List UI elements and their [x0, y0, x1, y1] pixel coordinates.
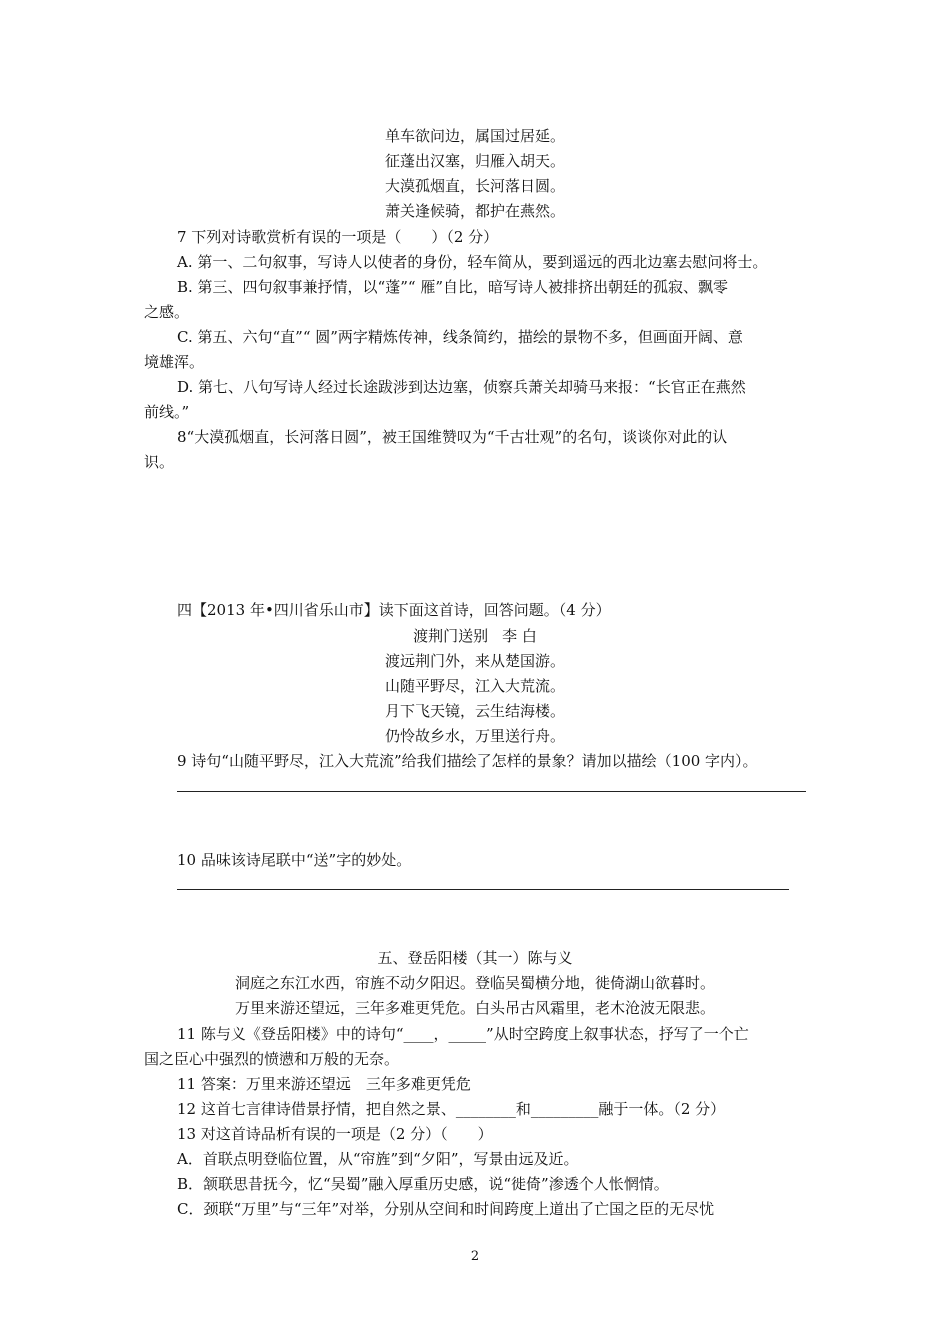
poem2-line: 月下飞天镜，云生结海楼。	[384, 702, 565, 720]
poem-author: 李 白	[502, 627, 537, 645]
option-a: A．首联点明登临位置，从“帘旌”到“夕阳”，写景由远及近。	[177, 1150, 579, 1168]
poem2-line: 山随平野尽，江入大荒流。	[384, 677, 565, 695]
answer-line	[177, 889, 789, 890]
poem-title: 渡荆门送别	[413, 627, 489, 645]
section-heading: 四【2013 年•四川省乐山市】读下面这首诗，回答问题。（4 分）	[177, 601, 611, 619]
question-stem: 11 陈与义《登岳阳楼》中的诗句“____，_____”从时空跨度上叙事状态，抒写了一个亡	[177, 1025, 749, 1043]
answer-line	[177, 791, 806, 792]
question-stem: 8“大漠孤烟直，长河落日圆”，被王国维赞叹为“千古壮观”的名句，谈谈你对此的认	[177, 428, 728, 446]
option-d-cont: 前线。”	[144, 403, 190, 421]
option-a: A. 第一、二句叙事，写诗人以使者的身份，轻车简从，要到遥远的西北边塞去慰问将士。	[177, 253, 768, 271]
question-9: 9 诗句“山随平野尽，江入大荒流”给我们描绘了怎样的景象？请加以描绘（100 字内）。	[177, 752, 758, 770]
poem-title-line	[0, 626, 950, 646]
question-12: 12 这首七言律诗借景抒情，把自然之景、________和_________融于一体。（2 分）	[177, 1100, 726, 1118]
question-stem-cont: 识。	[144, 453, 175, 471]
section-heading: 五、登岳阳楼（其一）陈与义	[377, 949, 573, 967]
poem2-line: 渡远荆门外，来从楚国游。	[384, 652, 565, 670]
poem1-line: 萧关逢候骑，都护在燕然。	[384, 202, 565, 220]
answer-text: 11 答案：万里来游还望远 三年多难更凭危	[177, 1075, 471, 1093]
option-c-cont: 境雄浑。	[144, 353, 205, 371]
option-b: B. 第三、四句叙事兼抒情，以“蓬”“ 雁”自比，暗写诗人被排挤出朝廷的孤寂、飘零	[177, 278, 729, 296]
poem1-line: 单车欲问边，属国过居延。	[384, 127, 565, 145]
poem3-line: 洞庭之东江水西，帘旌不动夕阳迟。登临吴蜀横分地，徙倚湖山欲暮时。	[234, 974, 715, 992]
poem3-line: 万里来游还望远，三年多难更凭危。白头吊古风霜里，老木沧波无限悲。	[234, 999, 715, 1017]
question-stem: 7 下列对诗歌赏析有误的一项是（ ）（2 分）	[177, 228, 499, 246]
option-b: B．颔联思昔抚今，忆“吴蜀”融入厚重历史感，说“徙倚”渗透个人怅惘情。	[177, 1175, 669, 1193]
option-d: D. 第七、八句写诗人经过长途跋涉到达边塞，侦察兵萧关却骑马来报：“长官正在燕然	[177, 378, 746, 396]
question-10: 10 品味该诗尾联中“送”字的妙处。	[177, 851, 412, 869]
poem1-line: 征蓬出汉塞，归雁入胡天。	[384, 152, 565, 170]
option-b-cont: 之感。	[144, 303, 190, 321]
option-c: C．颈联“万里”与“三年”对举，分别从空间和时间跨度上道出了亡国之臣的无尽忧	[177, 1200, 715, 1218]
question-stem: 13 对这首诗品析有误的一项是（2 分）（ ）	[177, 1125, 493, 1143]
page-number: 2	[470, 1249, 480, 1264]
option-c: C. 第五、六句“直”“ 圆”两字精炼传神，线条简约，描绘的景物不多，但画面开阔、意	[177, 328, 743, 346]
question-stem-cont: 国之臣心中强烈的愤懑和万般的无奈。	[144, 1050, 400, 1068]
poem1-line: 大漠孤烟直，长河落日圆。	[384, 177, 565, 195]
poem2-line: 仍怜故乡水，万里送行舟。	[384, 727, 565, 745]
